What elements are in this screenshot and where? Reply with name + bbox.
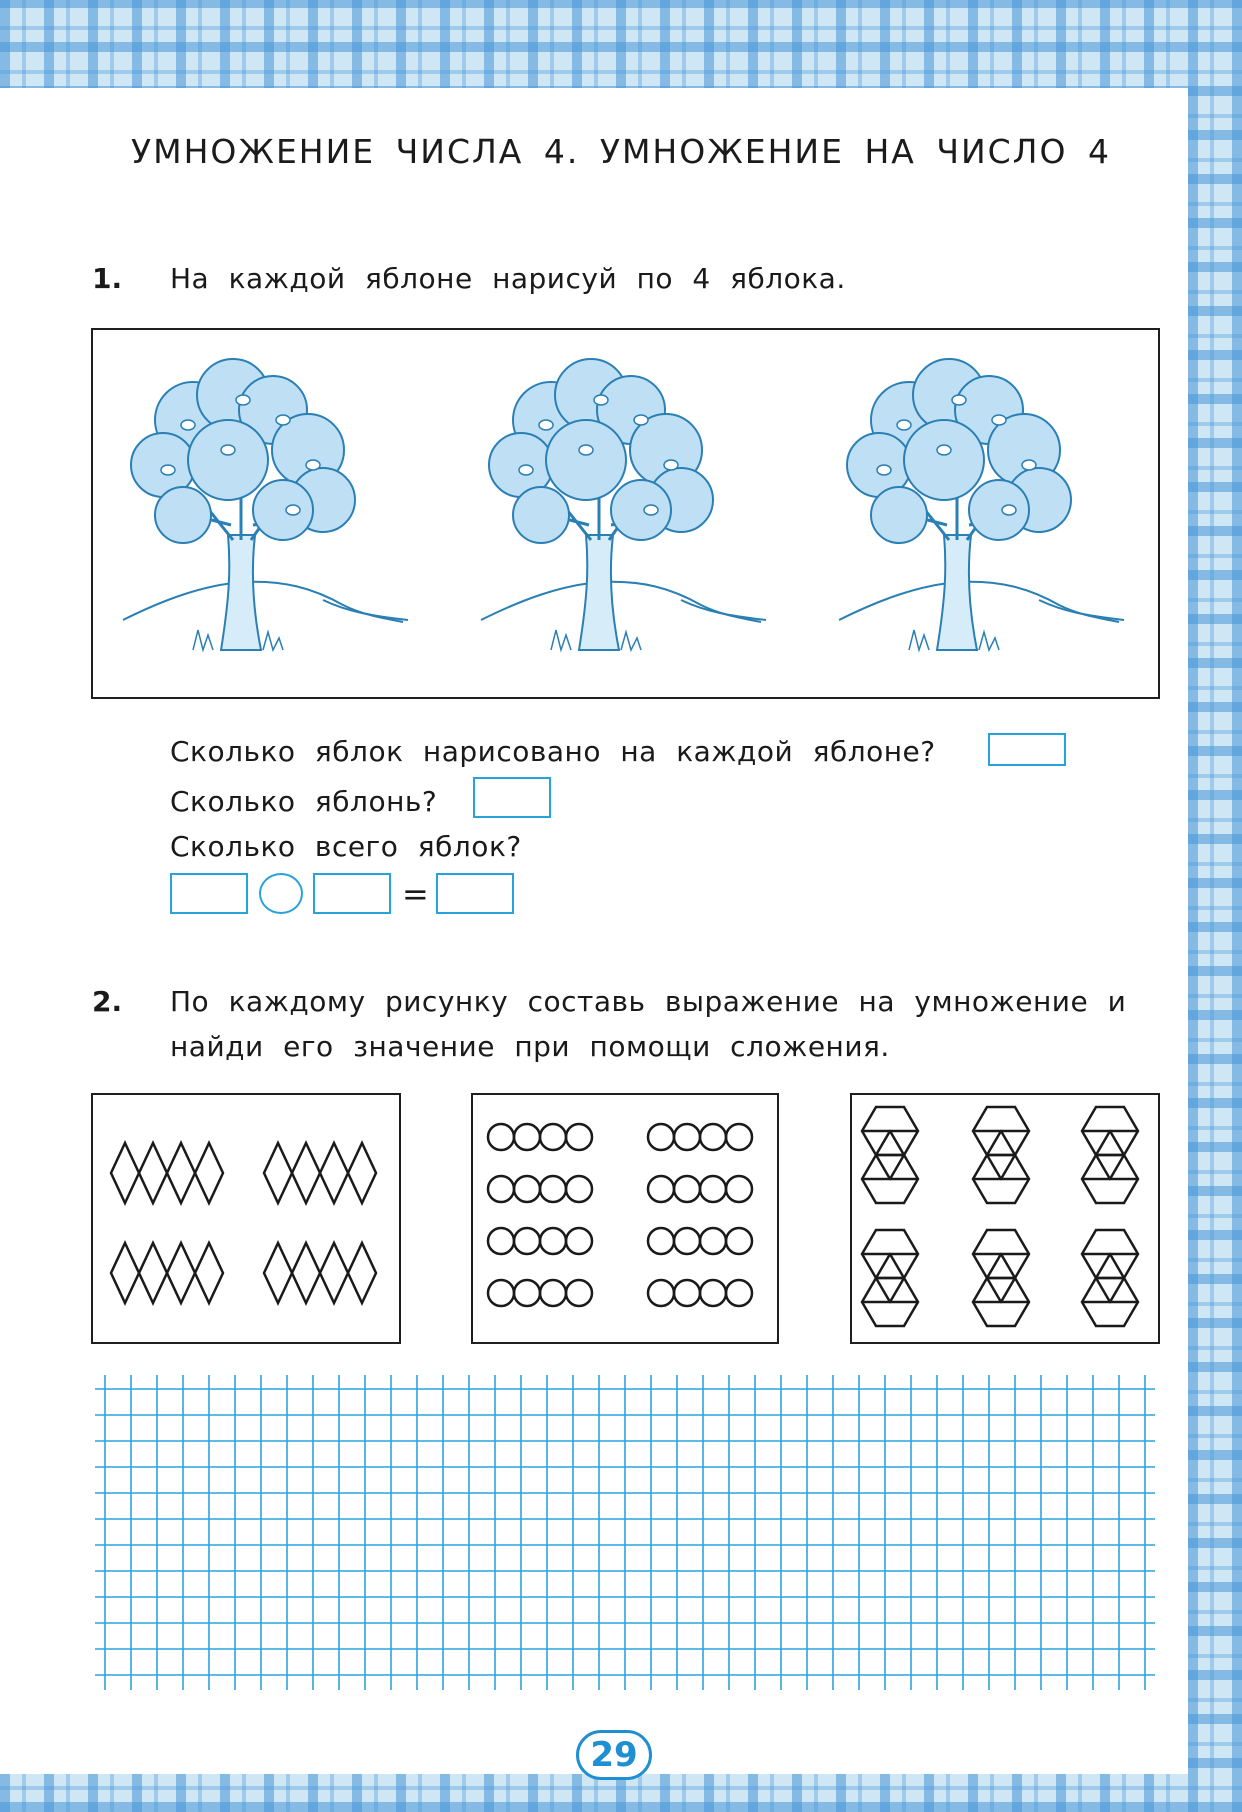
diamond-group-3 bbox=[111, 1243, 223, 1303]
answer-box-result[interactable] bbox=[436, 873, 514, 914]
diamond-group-2 bbox=[264, 1143, 376, 1203]
question-total-apples: Сколько всего яблок? bbox=[170, 830, 522, 863]
answer-box-factor-1[interactable] bbox=[170, 873, 248, 914]
answer-grid[interactable] bbox=[95, 1375, 1155, 1695]
answer-box-apples-per-tree[interactable] bbox=[988, 733, 1066, 766]
task2-text-line1: По каждому рисунку составь выражение на умножение и bbox=[170, 985, 1127, 1018]
task2-text-line2: найди его значение при помощи сложения. bbox=[170, 1030, 890, 1063]
question-tree-count: Сколько яблонь? bbox=[170, 785, 438, 818]
answer-box-factor-2[interactable] bbox=[313, 873, 391, 914]
apple-tree-2 bbox=[481, 359, 766, 650]
trees-frame bbox=[91, 328, 1160, 699]
trees-illustration bbox=[93, 330, 1158, 697]
picture-hexagons bbox=[850, 1093, 1160, 1344]
task1-text: На каждой яблоне нарисуй по 4 яблока. bbox=[170, 262, 846, 295]
task2-number: 2. bbox=[92, 985, 123, 1018]
circle-group-left bbox=[488, 1124, 592, 1306]
picture-diamonds bbox=[91, 1093, 401, 1344]
apple-tree-1 bbox=[123, 359, 408, 650]
page-title: УМНОЖЕНИЕ ЧИСЛА 4. УМНОЖЕНИЕ НА ЧИСЛО 4 bbox=[131, 132, 1111, 171]
answer-box-tree-count[interactable] bbox=[473, 777, 551, 818]
diamond-group-1 bbox=[111, 1143, 223, 1203]
apple-tree-3 bbox=[839, 359, 1124, 650]
hexagon-figure-4 bbox=[862, 1230, 918, 1326]
hexagon-figure-1 bbox=[862, 1107, 918, 1203]
hexagon-figure-6 bbox=[1082, 1230, 1138, 1326]
picture-circles bbox=[471, 1093, 779, 1344]
answer-circle-operator[interactable] bbox=[259, 873, 303, 914]
hexagon-figure-5 bbox=[973, 1230, 1029, 1326]
hexagon-figure-2 bbox=[973, 1107, 1029, 1203]
task1-number: 1. bbox=[92, 262, 123, 295]
diamond-group-4 bbox=[264, 1243, 376, 1303]
equals-sign: = bbox=[402, 875, 429, 913]
question-apples-per-tree: Сколько яблок нарисовано на каждой яблоне? bbox=[170, 735, 936, 768]
hexagon-figure-3 bbox=[1082, 1107, 1138, 1203]
circle-group-right bbox=[648, 1124, 752, 1306]
page-number: 29 bbox=[576, 1730, 652, 1780]
